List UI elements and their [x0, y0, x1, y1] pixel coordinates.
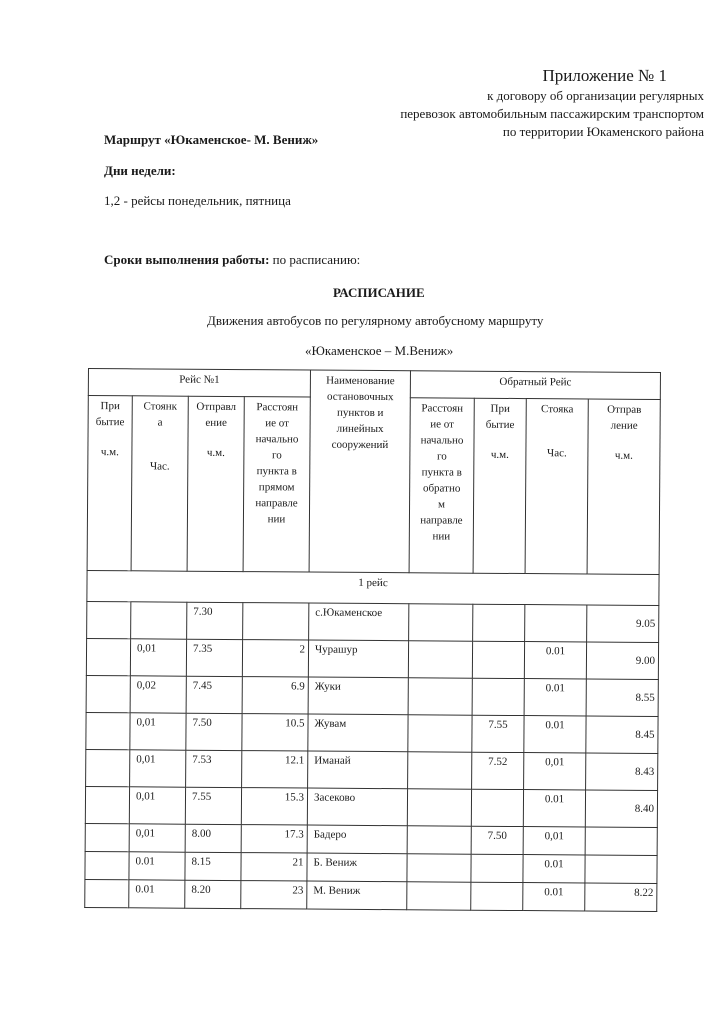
distance-fwd-header-line: го: [271, 449, 282, 462]
distance-fwd-header-line: прямом: [258, 481, 295, 494]
distance-back-header-line: го: [436, 450, 447, 463]
distance-cell: 17.3: [241, 825, 307, 853]
arrival-cell: [86, 749, 130, 786]
departure-fwd-header-line: ч.м.: [206, 446, 225, 459]
stop-name-cell: Чурашур: [308, 640, 408, 678]
distance-back-cell: [408, 678, 472, 715]
stop-fwd-header-line: а: [157, 416, 163, 429]
departure-back-header-line: [589, 434, 658, 448]
departure-back-cell: 9.05: [587, 605, 659, 643]
departure-back-cell: 8.40: [585, 790, 657, 828]
arrival-back-header-line: ч.м.: [490, 448, 509, 461]
stop-back-cell: 0.01: [523, 790, 585, 827]
distance-back-header-line: пункта в: [421, 466, 462, 479]
appendix-title: Приложение № 1: [542, 66, 667, 85]
distance-fwd-header-line: ие от: [265, 417, 290, 430]
departure-back-cell: 8.22: [585, 883, 657, 912]
stop-cell: 0.01: [129, 880, 185, 908]
stop-back-header-line: Час.: [547, 447, 567, 460]
terms-label: Сроки выполнения работы:: [104, 252, 270, 267]
stop-fwd-header-line: Час.: [149, 460, 170, 473]
distance-back-header-line: начально: [420, 434, 464, 447]
stop-back-cell: 0.01: [524, 679, 586, 716]
distance-back-header-line: направле: [420, 514, 463, 527]
stop-cell: 0,01: [130, 713, 186, 750]
stops-name-header: [309, 370, 410, 573]
arrival-fwd-header-line: [89, 430, 130, 444]
distance-cell: 6.9: [242, 677, 308, 714]
distance-fwd-header-line: начально: [255, 433, 299, 446]
stops-name-lines: [311, 373, 409, 454]
days-label: Дни недели:: [104, 163, 176, 178]
arrival-fwd-header-line: ч.м.: [100, 446, 119, 459]
stops-name-line: остановочных: [326, 390, 394, 404]
arrival-cell: [86, 712, 130, 749]
arrival-back-header-line: бытие: [485, 418, 515, 431]
departure-back-header-line: ление: [610, 419, 638, 432]
distance-back-cell: [407, 789, 471, 826]
table-row: [86, 749, 658, 790]
stop-name-cell: Иманай: [308, 751, 408, 789]
return-trip-header: Обратный Рейс: [410, 371, 660, 400]
appendix-line-3: по территории Юкаменского района: [502, 124, 704, 139]
departure-fwd-header-line: Отправл: [196, 400, 237, 414]
distance-back-header-line: м: [438, 498, 446, 511]
appendix-line-1: к договору об организации регулярных: [487, 88, 704, 103]
stop-back-cell: 0.01: [523, 883, 585, 911]
arrival-back-cell: [471, 854, 523, 882]
stop-name-cell: Б. Вениж: [307, 853, 407, 882]
table-row: [85, 851, 657, 883]
stops-name-line: линейных: [336, 422, 384, 436]
stop-cell: 0,01: [130, 639, 186, 676]
days-value: 1,2 - рейсы понедельник, пятница: [104, 193, 291, 208]
arrival-cell: [86, 675, 130, 712]
distance-back-header-line: ие от: [430, 418, 454, 431]
stop-back-cell: 0,01: [524, 753, 586, 790]
table-row: [85, 879, 657, 911]
departure-back-cell: 8.55: [586, 679, 658, 717]
stop-name-cell: Засеково: [307, 788, 407, 826]
departure-back-cell: [585, 827, 657, 856]
distance-back-header-line: Расстоян: [421, 402, 464, 415]
stop-name-cell: Бадеро: [307, 825, 407, 854]
stop-back-header-line: [528, 417, 587, 431]
arrival-fwd-header-line: При: [100, 400, 120, 413]
arrival-back-header-line: [475, 433, 524, 447]
distance-back-cell: [407, 882, 471, 910]
section-row: [87, 570, 659, 605]
departure-back-cell: 8.45: [586, 716, 658, 754]
distance-cell: 12.1: [242, 751, 308, 788]
distance-cell: 23: [241, 881, 307, 909]
stop-name-cell: Жувам: [308, 714, 408, 752]
distance-cell: 15.3: [241, 788, 307, 825]
departure-cell: 7.30: [187, 602, 243, 639]
table-row: [85, 786, 657, 827]
distance-fwd-header-line: пункта в: [256, 465, 297, 478]
header-row-1: [88, 369, 660, 400]
stop-back-cell: 0.01: [523, 855, 585, 883]
schedule-route: «Юкаменское – М.Вениж»: [305, 343, 454, 358]
distance-back-cell: [407, 854, 471, 882]
distance-fwd-header-line: нии: [267, 513, 286, 526]
distance-back-cell: [408, 715, 472, 752]
departure-fwd-header-line: ение: [205, 416, 227, 429]
stop-cell: 0.01: [129, 852, 185, 880]
trip1-header: Рейс №1: [88, 369, 310, 398]
departure-cell: 7.55: [185, 787, 241, 824]
arrival-back-cell: [471, 882, 523, 910]
distance-cell: 2: [242, 640, 308, 677]
stop-name-cell: Жуки: [308, 677, 408, 715]
departure-cell: 8.20: [185, 880, 241, 908]
table-row: [86, 675, 658, 716]
distance-back-header-line: нии: [432, 530, 451, 543]
arrival-cell: [85, 851, 129, 879]
departure-back-cell: [585, 855, 657, 884]
distance-back-cell: [408, 752, 472, 789]
departure-cell: 8.15: [185, 852, 241, 880]
distance-fwd-header-line: направле: [255, 497, 298, 510]
departure-back-header-line: ч.м.: [614, 449, 633, 462]
departure-back-header: [587, 399, 660, 574]
distance-back-header-line: обратно: [422, 482, 461, 495]
stop-fwd-header: [131, 396, 188, 571]
stop-name-cell: с.Юкаменское: [309, 603, 409, 641]
table-row: [87, 601, 659, 642]
distance-cell: 21: [241, 853, 307, 881]
table-row: [86, 638, 658, 679]
appendix-line-2: перевозок автомобильным пассажирским транспортом: [400, 106, 704, 121]
arrival-back-cell: [473, 604, 525, 641]
departure-cell: 7.50: [186, 713, 242, 750]
terms-line: [104, 252, 360, 268]
terms-value: по расписанию:: [272, 252, 361, 267]
stop-cell: 0,01: [129, 787, 185, 824]
table-row: [86, 712, 658, 753]
departure-cell: 7.53: [186, 750, 242, 787]
arrival-back-header: [473, 398, 526, 573]
data-rows: [85, 601, 659, 911]
arrival-back-cell: 7.55: [472, 715, 524, 752]
arrival-back-cell: [472, 641, 524, 678]
stop-cell: [131, 602, 187, 639]
distance-back-cell: [409, 604, 473, 641]
distance-fwd-header: [243, 397, 310, 572]
stops-name-line: пунктов и: [336, 406, 384, 420]
distance-back-cell: [407, 826, 471, 854]
arrival-back-cell: [472, 678, 524, 715]
departure-cell: 7.35: [186, 639, 242, 676]
stop-cell: 0,01: [130, 750, 186, 787]
arrival-fwd-header: [87, 396, 132, 571]
arrival-back-cell: [471, 789, 523, 826]
distance-back-header: [409, 398, 474, 573]
stop-back-header-line: Стояка: [541, 403, 574, 416]
stop-cell: 0,02: [130, 676, 186, 713]
schedule-subtitle: Движения автобусов по регулярному автобусному маршруту: [207, 313, 544, 328]
distance-cell: [243, 603, 309, 640]
stop-cell: 0,01: [129, 824, 185, 852]
departure-fwd-header: [187, 396, 244, 571]
distance-cell: 10.5: [242, 714, 308, 751]
stop-fwd-header-line: [133, 430, 186, 444]
stop-back-header: [525, 399, 588, 574]
arrival-cell: [85, 786, 129, 823]
schedule-title: РАСПИСАНИЕ: [333, 285, 425, 300]
departure-back-header-line: Отправ: [607, 403, 642, 416]
stops-name-line: сооружений: [331, 438, 389, 452]
stop-back-cell: 0.01: [524, 716, 586, 753]
arrival-cell: [87, 601, 131, 638]
arrival-cell: [86, 638, 130, 675]
arrival-back-header-line: При: [490, 402, 510, 415]
table-row: [85, 823, 657, 855]
departure-back-cell: 8.43: [586, 753, 658, 791]
departure-back-cell: 9.00: [586, 642, 658, 680]
departure-cell: 7.45: [186, 676, 242, 713]
departure-fwd-header-line: [189, 431, 242, 445]
arrival-cell: [85, 879, 129, 907]
arrival-fwd-header-line: бытие: [95, 416, 125, 429]
schedule-table: [84, 368, 661, 912]
stop-back-cell: [525, 605, 587, 642]
section-label: 1 рейс: [87, 570, 659, 605]
route-label: Маршрут «Юкаменское- М. Вениж»: [104, 132, 319, 147]
arrival-back-cell: 7.52: [472, 752, 524, 789]
distance-fwd-header-line: Расстоян: [256, 401, 299, 414]
stop-back-cell: 0,01: [523, 827, 585, 855]
stop-fwd-header-line: Стоянк: [143, 400, 177, 413]
stop-name-cell: М. Вениж: [307, 881, 407, 910]
distance-back-cell: [408, 641, 472, 678]
departure-cell: 8.00: [185, 824, 241, 852]
stop-back-cell: 0.01: [524, 642, 586, 679]
stop-fwd-header-line: [133, 444, 186, 458]
arrival-back-cell: 7.50: [471, 826, 523, 854]
stop-back-header-line: [527, 431, 586, 445]
arrival-cell: [85, 823, 129, 851]
stops-name-line: Наименование: [326, 374, 395, 388]
